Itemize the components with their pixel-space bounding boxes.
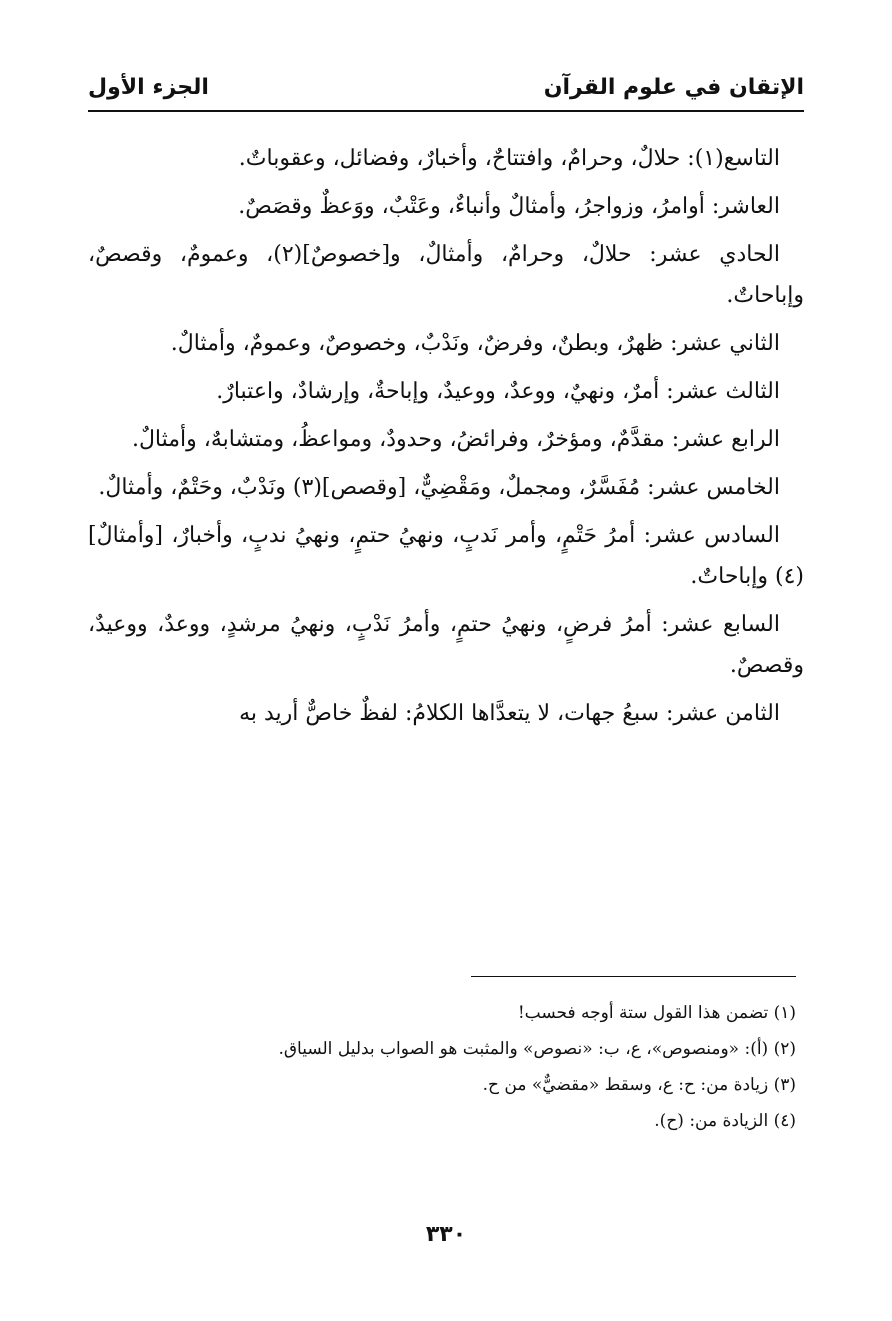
- main-text: [88, 138, 804, 741]
- footnote: (٤) الزيادة من: (ح).: [654, 1111, 796, 1131]
- footnote: (١) تضمن هذا القول ستة أوجه فحسب!: [517, 1003, 796, 1023]
- paragraph: الثامن عشر: سبعُ جهات، لا يتعدَّاها الكلامُ: لفظٌ خاصٌّ أريد به: [239, 701, 780, 726]
- footnote: (٢) (أ): «ومنصوص»، ع، ب: «نصوص» والمثبت هو الصواب بدليل السياق.: [278, 1039, 796, 1059]
- footnotes: [88, 995, 796, 1139]
- volume-label: الجزء الأول: [88, 75, 209, 100]
- running-header: [88, 62, 804, 112]
- footnote: (٣) زيادة من: ح: ع، وسقط «مقضيٌّ» من ح.: [482, 1075, 796, 1095]
- paragraph: السابع عشر: أمرُ فرضٍ، ونهيُ حتمٍ، وأمرُ نَدْبٍ، ونهيُ مرشدٍ، ووعدٌ، ووعيدٌ، وقصصٌ.: [88, 612, 804, 678]
- paragraph: الرابع عشر: مقدَّمٌ، ومؤخرٌ، وفرائضُ، وحدودٌ، ومواعظُ، ومتشابهٌ، وأمثالٌ.: [131, 427, 780, 452]
- paragraph: السادس عشر: أمرُ حَتْمٍ، وأمر نَدبٍ، ونهيُ حتمٍ، ونهيُ ندبٍ، وأخبارٌ، [وأمثالٌ](٤) وإباحاتٌ.: [88, 523, 804, 589]
- paragraph: الحادي عشر: حلالٌ، وحرامٌ، وأمثالٌ، و[خصوصٌ](٢)، وعمومٌ، وقصصٌ، وإباحاتٌ.: [88, 242, 804, 308]
- footnote-divider: [471, 976, 796, 977]
- page-number: ٣٣٠: [425, 1222, 467, 1247]
- paragraph: الثالث عشر: أمرٌ، ونهيٌ، ووعدٌ، ووعيدٌ، وإباحةٌ، وإرشادٌ، واعتبارٌ.: [216, 379, 780, 404]
- paragraph: الثاني عشر: ظهرٌ، وبطنٌ، وفرضٌ، ونَدْبٌ، وخصوصٌ، وعمومٌ، وأمثالٌ.: [170, 331, 780, 356]
- paragraph: التاسع(١): حلالٌ، وحرامٌ، وافتتاحٌ، وأخبارٌ، وفضائل، وعقوباتٌ.: [238, 146, 780, 171]
- book-title: الإتقان في علوم القرآن: [543, 75, 804, 100]
- paragraph: العاشر: أوامرُ، وزواجرُ، وأمثالٌ وأنباءٌ، وعَتْبٌ، ووَعظٌ وقصَصٌ.: [238, 194, 780, 219]
- paragraph: الخامس عشر: مُفَسَّرٌ، ومجملٌ، ومَقْضِيٌّ، [وقصص](٣) ونَدْبٌ، وحَتْمٌ، وأمثالٌ.: [98, 475, 780, 500]
